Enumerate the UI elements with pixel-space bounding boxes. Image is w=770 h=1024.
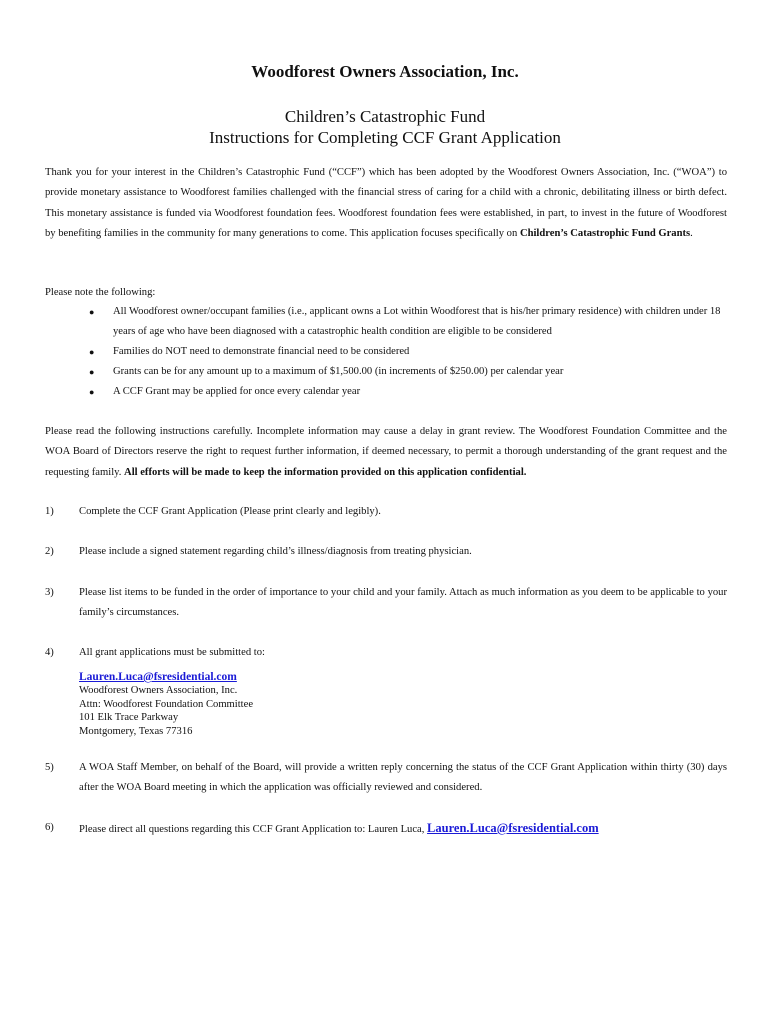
intro-focus-bold: Children’s Catastrophic Fund Grants	[519, 228, 691, 240]
bullet-icon: ●	[89, 307, 95, 317]
step-number: 5)	[45, 762, 54, 773]
step-number: 3)	[45, 587, 54, 598]
step-number: 6)	[45, 822, 54, 833]
bullet-icon: ●	[89, 387, 95, 397]
list-item	[89, 302, 729, 342]
step-3	[45, 583, 727, 624]
bullet-icon: ●	[89, 347, 95, 357]
step-text: Please include a signed statement regarding child’s illness/diagnosis from treating physician.	[79, 546, 472, 557]
step-text: All grant applications must be submitted to:	[79, 647, 265, 658]
notes-heading: Please note the following:	[45, 287, 156, 298]
list-item-text: Grants can be for any amount up to a maximum of $1,500.00 (in increments of $250.00) per calendar year	[113, 366, 564, 377]
bullet-icon: ●	[89, 367, 95, 377]
list-item	[89, 382, 729, 402]
step-number: 4)	[45, 647, 54, 658]
intro-end: .	[690, 228, 693, 240]
step-text: Complete the CCF Grant Application (Please print clearly and legibly).	[79, 506, 381, 517]
notes-list	[89, 302, 729, 402]
step-5	[45, 758, 727, 799]
list-item	[89, 342, 729, 362]
read-instructions-paragraph	[45, 422, 727, 483]
step-number: 2)	[45, 546, 54, 557]
list-item	[89, 362, 729, 382]
step-text: Please direct all questions regarding this CCF Grant Application to: Lauren Luca,	[79, 824, 428, 835]
step-number: 1)	[45, 506, 54, 517]
address-line-4: Montgomery, Texas 77316	[79, 725, 193, 737]
list-item-text: All Woodforest owner/occupant families (i.e., applicant owns a Lot within Woodforest that is his/her primary residence) with children under 18 years of age who have been diagnosed with a catastrophic health condition are eligible to be considered	[113, 306, 721, 337]
address-line-3: 101 Elk Trace Parkway	[79, 712, 179, 724]
address-line-2: Attn: Woodforest Foundation Committee	[79, 698, 254, 710]
step-1	[45, 502, 727, 522]
contact-email-link[interactable]: Lauren.Luca@fsresidential.com	[427, 821, 599, 835]
step-4	[45, 643, 727, 663]
org-title: Woodforest Owners Association, Inc.	[251, 62, 519, 81]
step-6	[45, 818, 727, 840]
intro-text: Thank you for your interest in the Children’s Catastrophic Fund (“CCF”) which has been adopted by the Woodforest Owners Association, Inc. (“WOA”) to provide monetary assistance to Woodforest families challenged with the financial stress of caring for a child with a chronic, debilitating illness or birth defect. This monetary assistance is funded via Woodforest foundation fees. Woodforest foundation fees were established, in part, to invest in the future of Woodforest by benefiting families in the community for many generations to come. This application focuses specifically on	[45, 167, 727, 240]
step-text: Please list items to be funded in the order of importance to your child and your family. Attach as much information as you deem to be applicable to your family’s circumstances.	[79, 587, 727, 619]
list-item-text: Families do NOT need to demonstrate financial need to be considered	[113, 346, 410, 357]
read-instructions-text: Please read the following instructions carefully. Incomplete information may cause a delay in grant review. The Woodforest Foundation Committee and the WOA Board of Directors reserve the right to request further information, if deemed necessary, to permit a thorough understanding of the grant request and the requesting family.	[45, 426, 727, 478]
step-text: A WOA Staff Member, on behalf of the Board, will provide a written reply concerning the status of the CCF Grant Application within thirty (30) days after the WOA Board meeting in which the application was officially reviewed and considered.	[79, 762, 727, 794]
step-2	[45, 542, 727, 562]
intro-paragraph	[45, 163, 727, 245]
instructions-title: Instructions for Completing CCF Grant Application	[209, 128, 561, 147]
step-text-with-contact	[79, 818, 727, 840]
address-email-link[interactable]: Lauren.Luca@fsresidential.com	[79, 671, 237, 683]
confidential-note: All efforts will be made to keep the information provided on this application confidential.	[124, 466, 527, 478]
fund-title: Children’s Catastrophic Fund	[284, 107, 486, 126]
address-line-1: Woodforest Owners Association, Inc.	[79, 685, 238, 697]
list-item-text: A CCF Grant may be applied for once every calendar year	[113, 386, 361, 397]
mailing-address	[79, 671, 253, 738]
